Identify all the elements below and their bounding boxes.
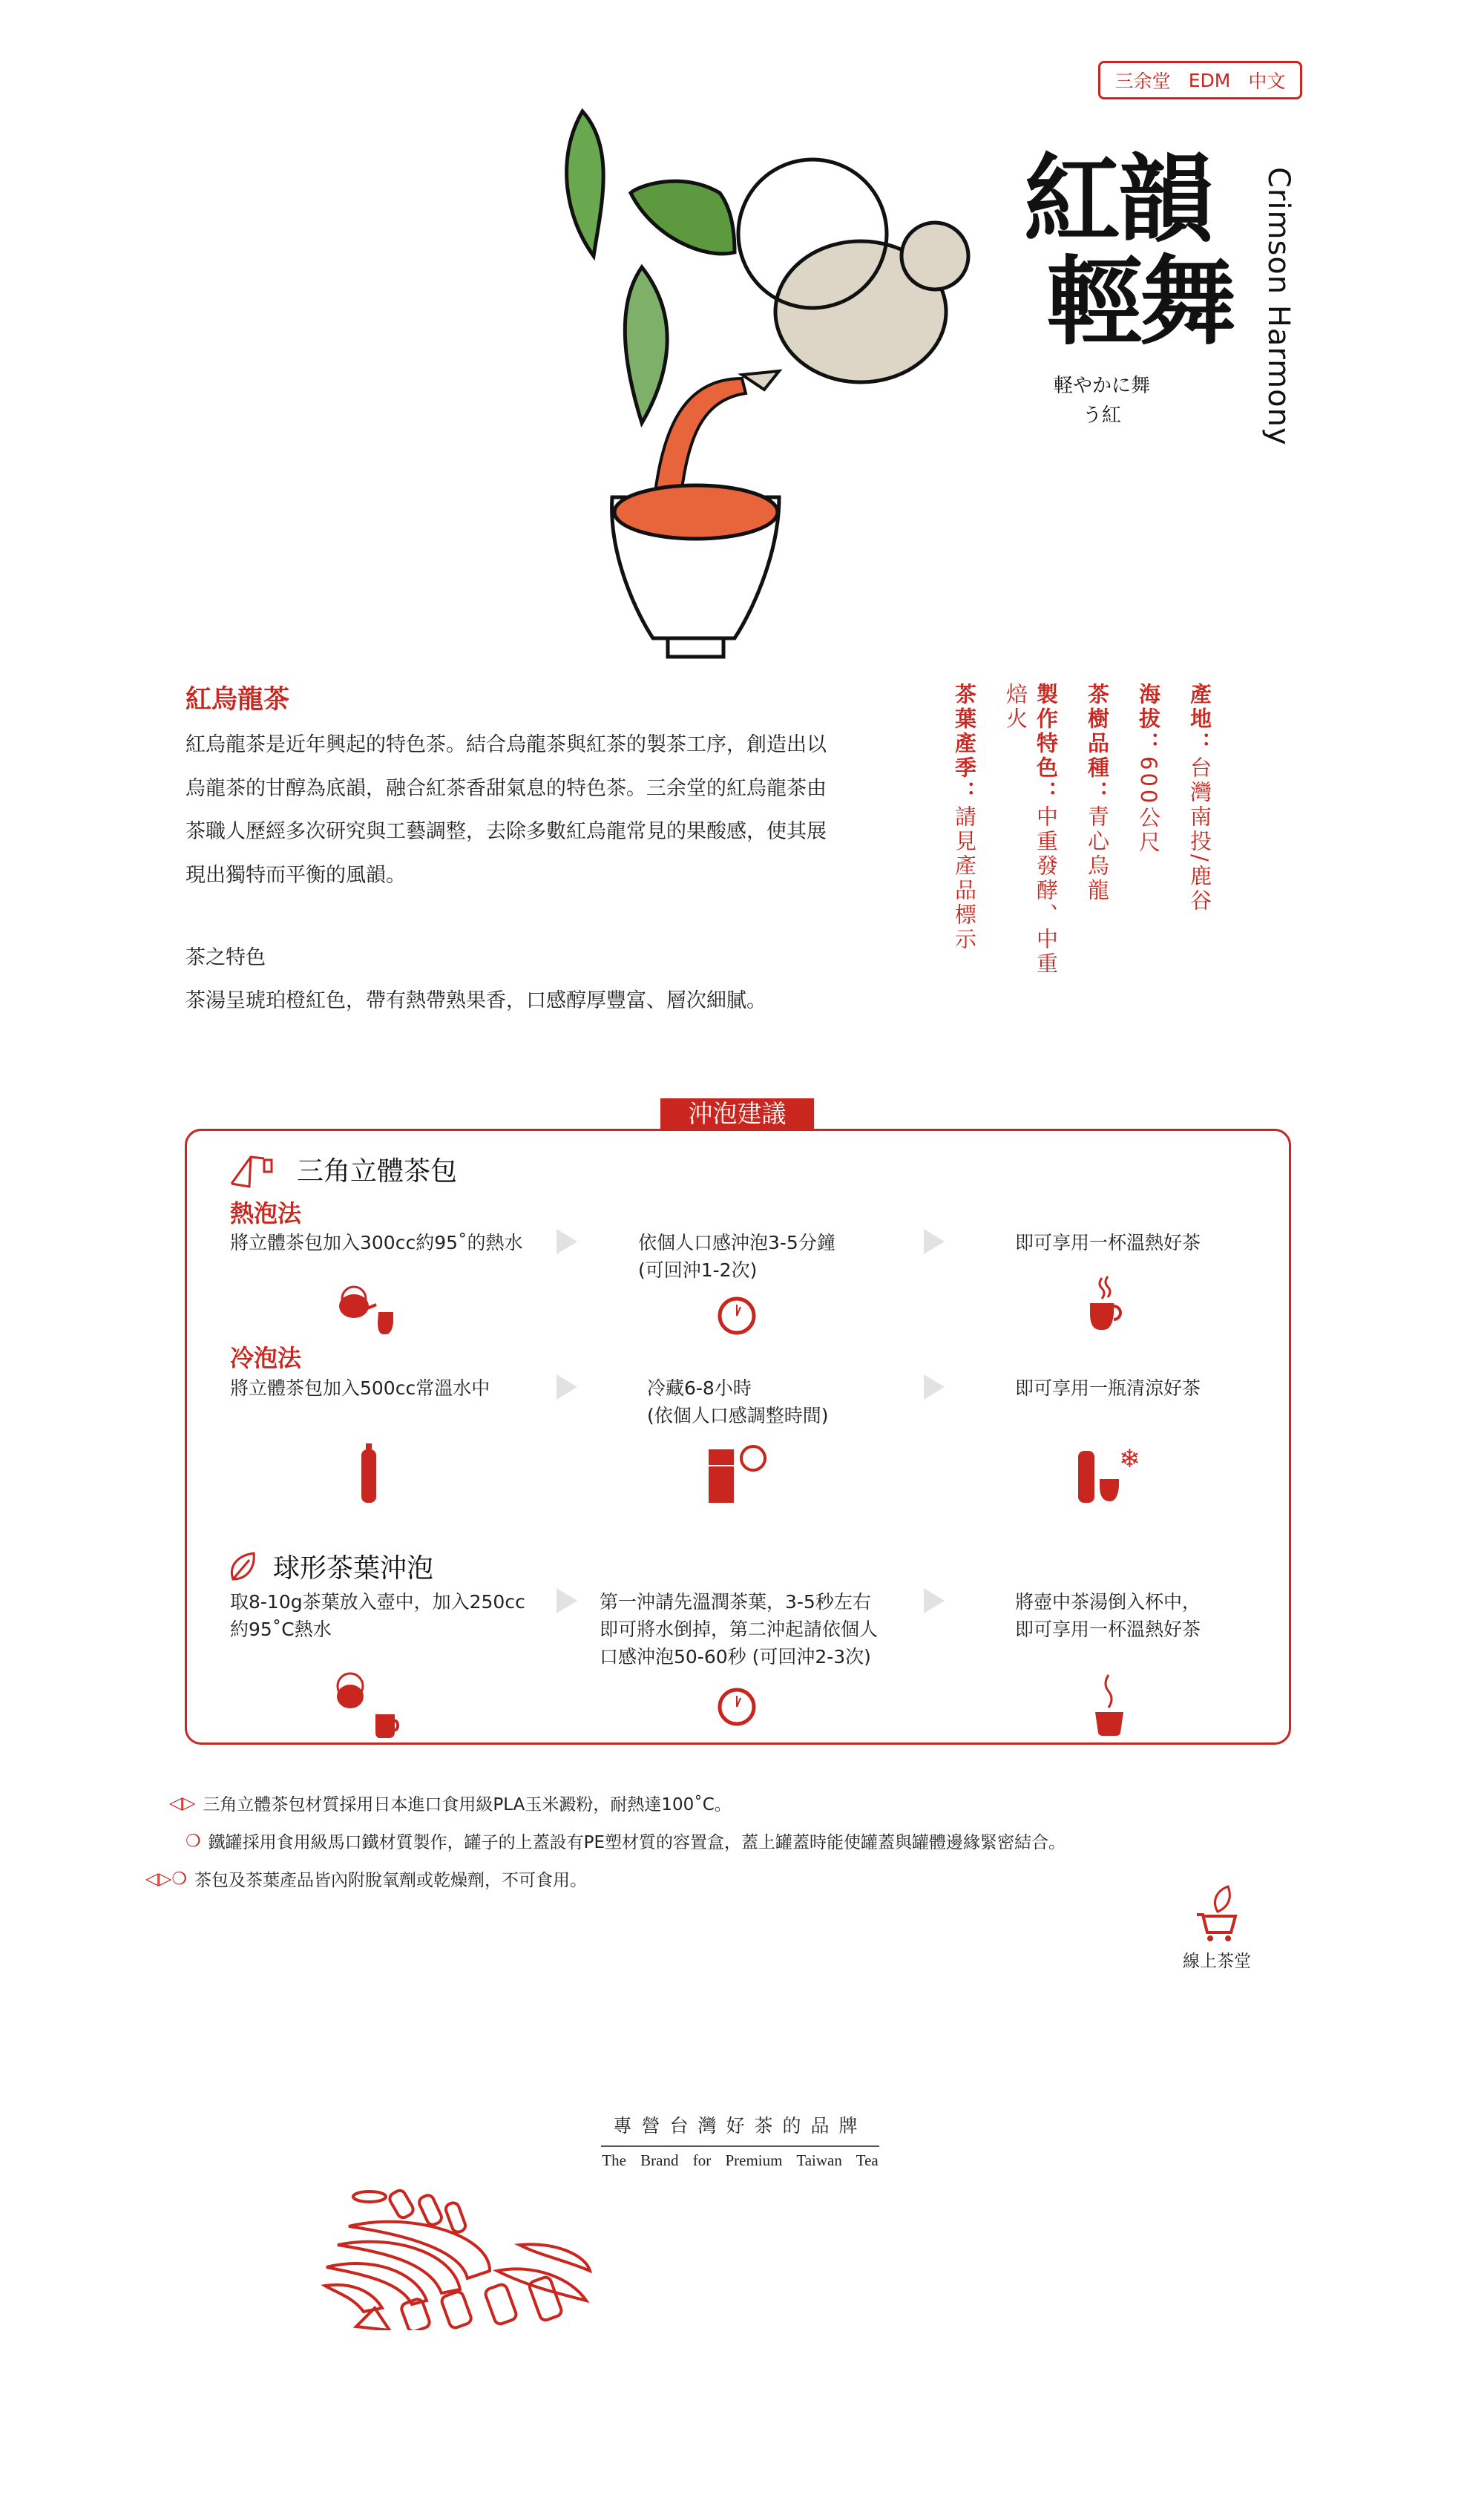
tea-pouring-illustration xyxy=(549,96,1009,683)
subtitle-jp-line-2: う紅 xyxy=(1082,404,1121,427)
note-desiccant xyxy=(145,1866,587,1891)
online-shop-label: 線上茶堂 xyxy=(1183,1952,1251,1971)
brewing-tab: 沖泡建議 xyxy=(660,1098,814,1130)
teabag-icon xyxy=(229,1151,282,1188)
bottle-cup-cold-icon xyxy=(1076,1443,1143,1503)
edm-language-link[interactable] xyxy=(1098,61,1302,99)
spec-label: 產地： xyxy=(1187,683,1212,756)
note-text: 三角立體茶包材質採用日本進口食用級PLA玉米澱粉，耐熱達100˚C。 xyxy=(203,1795,732,1814)
leaf-step-3: 將壺中茶湯倒入杯中， 即可享用一杯溫熱好茶 xyxy=(1015,1591,1201,1640)
leaf-title: 球形茶葉沖泡 xyxy=(273,1553,434,1584)
subtitle-en: Crimson Harmony xyxy=(1261,167,1296,446)
hero-title xyxy=(1024,143,1269,358)
arrow-icon xyxy=(924,1374,945,1400)
cold-brew-label: 冷泡法 xyxy=(230,1344,302,1372)
spec-value: 600公尺 xyxy=(1136,756,1161,856)
teabag-icon: ◁▷ xyxy=(169,1793,196,1813)
title-line-2: 輕舞 xyxy=(1046,246,1234,358)
hot-step-1: 將立體茶包加入300cc約95˚的熱水 xyxy=(230,1232,523,1253)
fridge-timer-icon xyxy=(709,1443,768,1503)
edm-label: EDM xyxy=(1188,69,1231,91)
kettle-teapot-icon xyxy=(334,1670,408,1740)
bottle-icon xyxy=(360,1443,378,1503)
leaf-section-title xyxy=(229,1547,433,1585)
spec-label: 海拔： xyxy=(1136,683,1161,756)
leaf-step-1: 取8-10g茶葉放入壺中，加入250cc 約95˚C熱水 xyxy=(230,1591,525,1640)
tea-leaf-icon xyxy=(567,111,735,423)
spec-value: 青心烏龍 xyxy=(1085,805,1110,903)
hot-tea-icon xyxy=(1092,1673,1126,1737)
subtitle-jp-line-1: 軽やかに舞 xyxy=(1053,375,1150,397)
tagline-zh: 專營台灣好茶的品牌 xyxy=(601,2111,879,2147)
edm-brand: 三余堂 xyxy=(1114,71,1171,92)
subtitle-jp xyxy=(1043,371,1161,430)
svg-text:❄: ❄ xyxy=(1119,1444,1140,1474)
note-tin xyxy=(186,1829,1066,1853)
arrow-icon xyxy=(924,1588,945,1613)
feature-body: 茶湯呈琥珀橙紅色，帶有熱帶熟果香，口感醇厚豐富、層次細膩。 xyxy=(186,989,766,1012)
note-text: 茶包及茶葉產品皆內附脫氧劑或乾燥劑，不可食用。 xyxy=(194,1871,587,1890)
arrow-icon xyxy=(556,1229,577,1254)
teabag-leaf-icon: ◁▷❍ xyxy=(145,1869,187,1889)
cold-step-2: 冷藏6-8小時 (依個人口感調整時間) xyxy=(647,1377,829,1426)
leaf-icon: ❍ xyxy=(186,1831,201,1851)
shopping-cart-icon xyxy=(1191,1885,1243,1944)
tea-specs xyxy=(950,683,1215,994)
note-text: 鐵罐採用食用級馬口鐵材質製作，罐子的上蓋設有PE塑材質的容置盒，蓋上罐蓋時能使罐蓋與罐體邊緣緊密結合。 xyxy=(208,1833,1066,1852)
hot-step-2: 依個人口感沖泡3-5分鐘 (可回沖1-2次) xyxy=(638,1232,835,1281)
edm-lang: 中文 xyxy=(1248,71,1286,92)
title-line-1: 紅韻 xyxy=(1024,143,1212,256)
teapot-icon xyxy=(738,160,968,390)
feature-heading: 茶之特色 xyxy=(186,946,266,969)
intro-heading: 紅烏龍茶 xyxy=(186,685,290,715)
spec-origin xyxy=(1185,683,1215,994)
hot-step-3: 即可享用一杯溫熱好茶 xyxy=(1015,1232,1201,1253)
spec-season xyxy=(950,683,980,994)
arrow-icon xyxy=(556,1588,577,1613)
timer-icon xyxy=(716,1686,758,1728)
note-teabag xyxy=(169,1791,732,1815)
intro-body: 紅烏龍茶是近年興起的特色茶。結合烏龍茶與紅茶的製茶工序，創造出以烏龍茶的甘醇為底韻，融合紅茶香甜氣息的特色茶。三余堂的紅烏龍茶由茶職人歷經多次研究與工藝調整，去除多數紅烏龍常見的果酸感，使其展現出獨特而平衡的風韻。 xyxy=(186,733,827,887)
brand-logo xyxy=(319,2182,735,2330)
teacup-icon xyxy=(612,485,779,657)
arrow-icon xyxy=(556,1374,577,1400)
brand-tagline xyxy=(601,2111,879,2170)
teabag-title: 三角立體茶包 xyxy=(297,1156,458,1187)
spec-value: 中重發酵、中重焙火 xyxy=(1003,683,1059,977)
leaf-icon xyxy=(229,1551,258,1582)
tagline-en: The Brand for Premium Taiwan Tea xyxy=(602,2151,879,2169)
timer-icon xyxy=(716,1295,758,1337)
leaf-step-2: 第一沖請先溫潤茶葉，3-5秒左右 即可將水倒掉，第二沖起請依個人 口感沖泡50-60秒 (可回沖2-3次) xyxy=(600,1591,879,1668)
spec-altitude xyxy=(1134,683,1164,994)
spec-value: 台灣南投/鹿谷 xyxy=(1187,756,1212,914)
spec-label: 茶樹品種： xyxy=(1085,683,1110,805)
kettle-pour-icon xyxy=(338,1282,401,1336)
spec-label: 茶葉產季： xyxy=(952,683,977,805)
cold-step-3: 即可享用一瓶清涼好茶 xyxy=(1015,1377,1201,1399)
spec-process xyxy=(1001,683,1062,994)
cold-step-1: 將立體茶包加入500cc常溫水中 xyxy=(230,1377,490,1399)
teabag-section-title xyxy=(229,1150,457,1188)
hot-tea-cup-icon xyxy=(1087,1275,1124,1334)
spec-cultivar xyxy=(1083,683,1113,994)
online-shop-link[interactable] xyxy=(1180,1885,1254,1972)
arrow-icon xyxy=(924,1229,945,1254)
spec-label: 製作特色： xyxy=(1034,683,1059,805)
spec-value: 請見產品標示 xyxy=(952,805,977,952)
hot-brew-label: 熱泡法 xyxy=(230,1199,302,1227)
